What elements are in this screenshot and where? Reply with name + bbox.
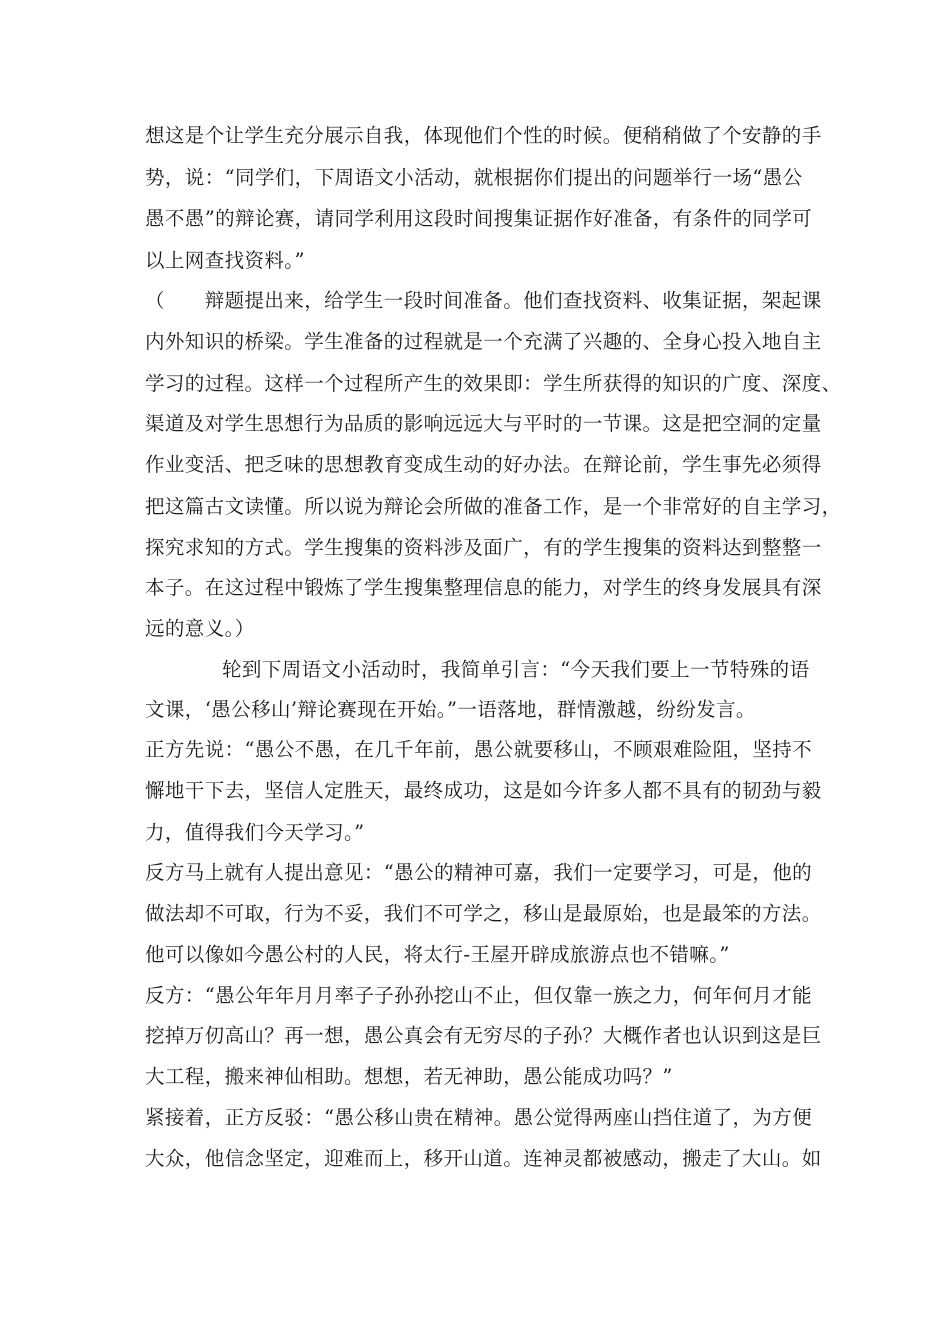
text-line: 做法却不可取，行为不妥，我们不可学之，移山是最原始，也是最笨的方法。	[145, 902, 822, 925]
text-line: 挖掉万仞高山？再一想，愚公真会有无穷尽的子孙？大概作者也认识到这是巨	[145, 1024, 822, 1047]
text-line: 正方先说：“愚公不愚，在几千年前，愚公就要移山，不顾艰难险阻，坚持不	[145, 738, 813, 761]
text-line: 学习的过程。这样一个过程所产生的效果即：学生所获得的知识的广度、深度、	[145, 372, 842, 395]
text-line: 把这篇古文读懂。所以说为辩论会所做的准备工作，是一个非常好的自主学习，	[145, 495, 842, 518]
text-line: 作业变活、把乏味的思想教育变成生动的好办法。在辩论前，学生事先必须得	[145, 453, 822, 476]
text-line: 愚不愚”的辩论赛，请同学利用这段时间搜集证据作好准备，有条件的同学可	[145, 207, 813, 230]
text-line: （ 辩题提出来，给学生一段时间准备。他们查找资料、收集证据，架起课	[145, 289, 822, 312]
text-line: 势，说：“同学们，下周语文小活动，就根据你们提出的问题举行一场“愚公	[145, 166, 803, 189]
text-line: 以上网查找资料。”	[145, 249, 305, 272]
text-line: 他可以像如今愚公村的人民，将太行-王屋开辟成旅游点也不错嘛。”	[145, 943, 730, 966]
text-line: 渠道及对学生思想行为品质的影响远远大与平时的一节课。这是把空洞的定量	[145, 412, 822, 435]
text-line: 大工程，搬来神仙相助。想想，若无神助，愚公能成功吗？”	[145, 1065, 673, 1088]
text-line: 懈地干下去，坚信人定胜天，最终成功，这是如今许多人都不具有的韧劲与毅	[145, 779, 822, 802]
text-line: 大众，他信念坚定，迎难而上，移开山道。连神灵都被感动，搬走了大山。如	[145, 1147, 822, 1170]
text-line: 紧接着，正方反驳：“愚公移山贵在精神。愚公觉得两座山挡住道了，为方便	[145, 1106, 813, 1129]
text-line: 轮到下周语文小活动时，我简单引言：“今天我们要上一节特殊的语	[222, 658, 810, 681]
text-line: 力，值得我们今天学习。”	[145, 821, 365, 844]
text-line: 远的意义。）	[145, 617, 255, 640]
text-line: 本子。在这过程中锻炼了学生搜集整理信息的能力，对学生的终身发展具有深	[145, 576, 822, 599]
text-line: 反方马上就有人提出意见：“愚公的精神可嘉，我们一定要学习，可是，他的	[145, 861, 813, 884]
text-line: 文课，‘愚公移山’辩论赛现在开始。”一语落地，群情激越，纷纷发言。	[145, 698, 756, 721]
text-line: 内外知识的桥梁。学生准备的过程就是一个充满了兴趣的、全身心投入地自主	[145, 330, 822, 353]
text-line: 想这是个让学生充分展示自我，体现他们个性的时候。便稍稍做了个安静的手	[145, 124, 822, 147]
text-line: 探究求知的方式。学生搜集的资料涉及面广，有的学生搜集的资料达到整整一	[145, 536, 822, 559]
text-line: 反方：“愚公年年月月率子子孙孙挖山不止，但仅靠一族之力，何年何月才能	[145, 984, 813, 1007]
